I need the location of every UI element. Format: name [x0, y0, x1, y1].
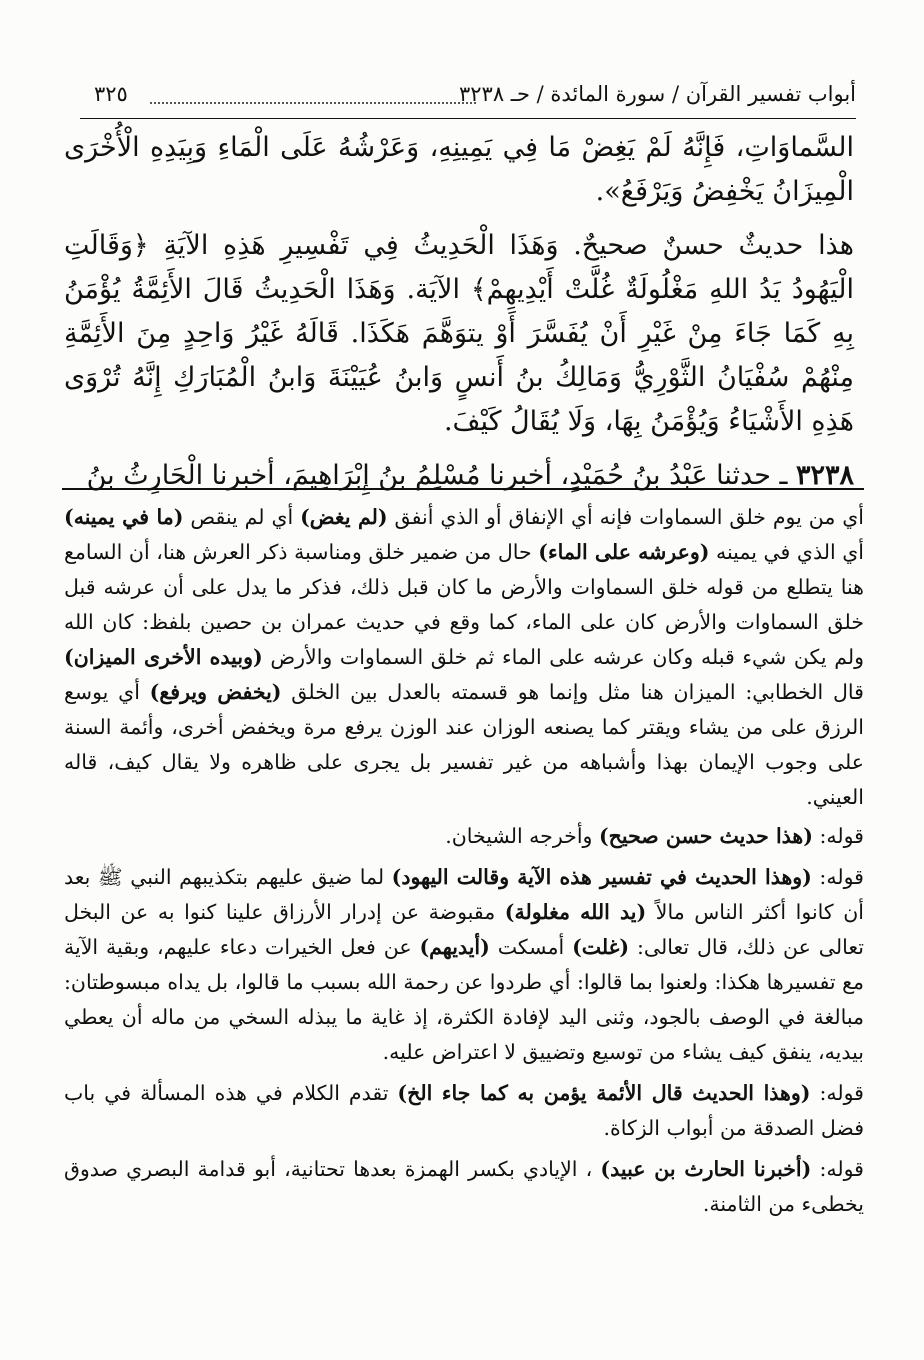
matn-paragraph: السَّماوَاتِ، فَإِنَّهُ لَمْ يَغِضْ مَا فِي يَمِينِهِ، وَعَرْشُهُ عَلَى الْمَاءِ وَبِيَدِهِ الْأُخْرَى الْمِيزَانُ يَخْفِضُ وَيَرْفَعُ». [64, 132, 854, 207]
commentary-text: مقبوضة عن إدرار الأرزاق علينا كنوا به عن البخل تعالى عن ذلك، قال تعالى: [64, 900, 864, 959]
commentary-text: أي الذي في يمينه [716, 540, 864, 564]
commentary-text: قوله: [819, 1081, 864, 1105]
commentary-text: قوله: [819, 1157, 864, 1181]
commentary-paragraph [64, 1076, 864, 1146]
page-header [80, 82, 856, 119]
hadith-text [64, 126, 854, 498]
matn-paragraph [64, 454, 854, 498]
hadith-number: ٣٢٣٨ [795, 460, 854, 491]
hadith-isnad: ـ حدثنا عَبْدُ بنُ حُمَيْدٍ، أخبرنا مُسْلِمُ بنُ إِبْرَاهِيمَ، أخبرنا الْحَارِثُ بنُ [86, 460, 788, 491]
quoted-phrase: (وهذا الحديث في تفسير هذه الآية وقالت اليهود) [391, 865, 812, 889]
dotted-leader [150, 102, 476, 104]
quoted-phrase: (وعرشه على الماء) [538, 540, 710, 564]
quoted-phrase: (يخفض ويرفع) [149, 680, 282, 704]
section-divider [62, 488, 864, 490]
commentary-text: أي يوسع الرزق على من يشاء ويقتر كما يصنعه الوزان عند الوزن يرفع مرة ويخفض أخرى، وأئمة السنة على وجوب الإيمان بهذا وأشباهه من غير تفسير بل يجرى على ظاهره ولا يقال كيف، قاله العيني. [64, 680, 864, 809]
commentary-text: عن فعل الخيرات دعاء عليهم، وبقية الآية مع تفسيرها هكذا: ولعنوا بما قالوا: أي طردوا عن رحمة الله بسبب ما قالوا، بل يداه مبسوطتان: مبالغة في الوصف بالجود، وثنى اليد لإفادة الكثرة، إذ غاية ما يبذله السخي من ماله أن يعطي بيديه، ينفق كيف يشاء من توسيع وتضييق لا اعتراض عليه. [64, 935, 864, 1064]
commentary-text: قوله: [819, 865, 864, 889]
commentary-paragraph [64, 500, 864, 815]
commentary-text: لما ضيق عليهم بتكذيبهم النبي ﷺ بعد أن كانوا أكثر الناس مالاً [64, 865, 864, 924]
commentary-paragraph [64, 1152, 864, 1222]
commentary [64, 500, 864, 1228]
commentary-text: وأخرجه الشيخان. [445, 824, 593, 848]
quoted-phrase: (غلت) [572, 935, 630, 959]
commentary-text: أي من يوم خلق السماوات فإنه أي الإنفاق أو الذي أنفق [394, 505, 864, 529]
commentary-text: أمسكت [497, 935, 565, 959]
quoted-phrase: (أخبرنا الحارث بن عبيد) [600, 1157, 812, 1181]
quoted-phrase: (وهذا الحديث قال الأئمة يؤمن به كما جاء الخ) [397, 1081, 811, 1105]
commentary-text: قال الخطابي: الميزان هنا مثل وإنما هو قسمته بالعدل بين الخلق [291, 680, 864, 704]
commentary-text: ، الإيادي بكسر الهمزة بعدها تحتانية، أبو قدامة البصري صدوق يخطىء من الثامنة. [64, 1157, 864, 1216]
matn-paragraph: هذا حديثٌ حسنٌ صحيحٌ. وَهَذَا الْحَدِيثُ فِي تَفْسِيرِ هَذِهِ الآيَةِ ﴿وَقَالَتِ الْيَهُودُ يَدُ اللهِ مَغْلُولَةٌ غُلَّتْ أَيْدِيهِمْ﴾ الآيَة. وَهَذَا الْحَدِيثُ قَالَ الأَئِمَّةُ يُؤْمَنُ بِهِ كَمَا جَاءَ مِنْ غَيْرِ أَنْ يُفَسَّرَ أَوْ يتوَهَّمَ هَكَذَا. قَالَهُ غَيْرُ وَاحِدٍ مِنَ الأَئِمَّةِ مِنْهُمْ سُفْيَانُ الثَّوْرِيُّ وَمَالِكُ بنُ أَنسٍ وَابنُ عُيَيْنَةَ وَابنُ الْمُبَارَكِ إِنَّهُ تُرْوَى هَذِهِ الأَشْيَاءُ وَيُؤْمَنُ بِهَا، وَلَا يُقَالُ كَيْفَ. [64, 230, 854, 437]
quoted-phrase: (هذا حديث حسن صحيح) [598, 824, 813, 848]
quoted-phrase: (أيديهم) [419, 935, 490, 959]
commentary-text: أي لم ينقص [190, 505, 294, 529]
page-number: ٣٢٥ [94, 82, 128, 106]
commentary-text: قوله: [819, 824, 864, 848]
quoted-phrase: (ما في يمينه) [64, 505, 184, 529]
quoted-phrase: (لم يغض) [300, 505, 388, 529]
running-title: أبواب تفسير القرآن / سورة المائدة / حـ ٣٢٣٨ [459, 82, 856, 106]
commentary-text: حال من ضمير خلق ومناسبة ذكر العرش هنا، أن السامع هنا يتطلع من قوله خلق السماوات والأرض ما كان قبل ذلك، فذكر ما يدل على أن عرشه قبل خلق السماوات والأرض كان على الماء، كما وقع في حديث عمران بن حصين بلفظ: كان الله ولم يكن شيء قبله وكان عرشه على الماء ثم خلق السماوات والأرض [64, 540, 864, 669]
commentary-paragraph [64, 819, 864, 854]
quoted-phrase: (يد الله مغلولة) [504, 900, 647, 924]
commentary-text: تقدم الكلام في هذه المسألة في باب فضل الصدقة من أبواب الزكاة. [64, 1081, 864, 1140]
commentary-paragraph [64, 860, 864, 1070]
quoted-phrase: (وبيده الأخرى الميزان) [64, 645, 263, 669]
